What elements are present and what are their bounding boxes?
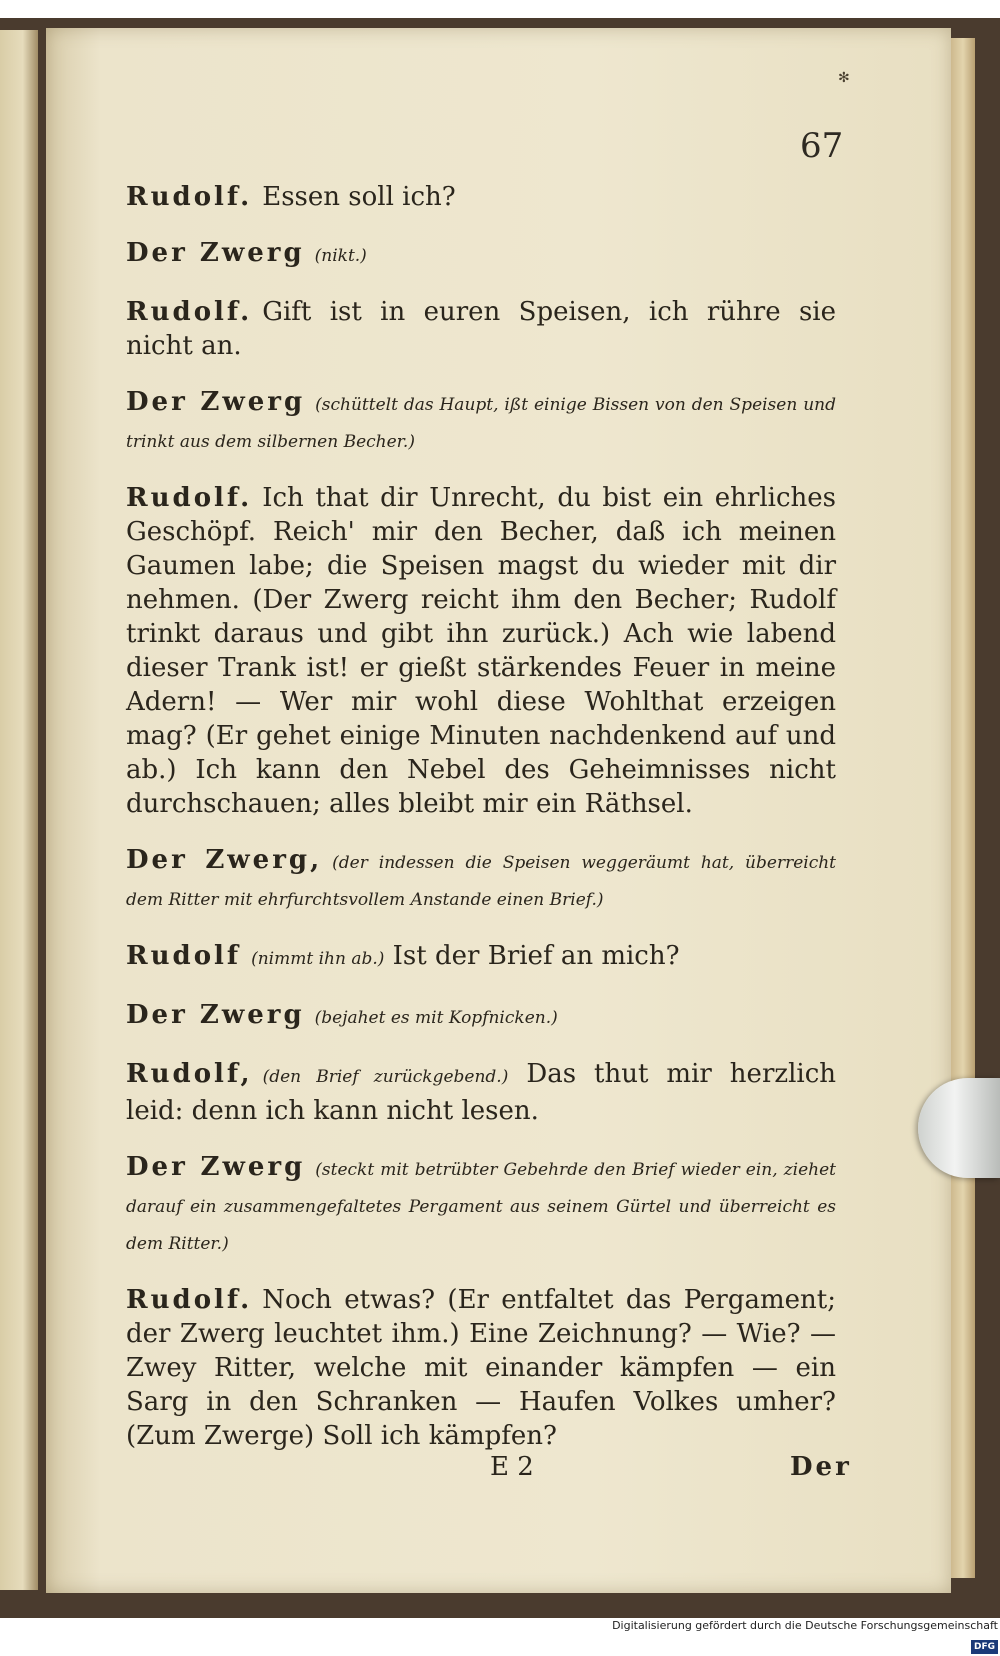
speaker-name: Der Zwerg [126, 1000, 305, 1030]
dialogue-text: Essen soll ich? [262, 182, 456, 212]
stage-direction: (nimmt ihn ab.) [251, 949, 385, 969]
speaker-name: Rudolf. [126, 297, 253, 327]
speaker-name: Der Zwerg [126, 387, 306, 417]
dialogue-paragraph [126, 295, 836, 363]
dialogue-paragraph [126, 939, 836, 976]
dialogue-paragraph [126, 1283, 836, 1453]
dialogue-paragraph [126, 1150, 836, 1261]
dialogue-text: Noch etwas? (Er entfaltet das Pergament; der Zwerg leuchtet ihm.) Eine Zeichnung? — Wie? — Zwey Ritter, welche mit einander kämpfen — ein Sarg in den Schranken — Haufen Volkes umher? (Zum Zwerge) Soll ich kämpfen? [126, 1285, 836, 1451]
dialogue-paragraph [126, 385, 836, 459]
credit-text: Digitalisierung gefördert durch die Deutsche Forschungsgemeinschaft [612, 1619, 998, 1632]
facing-page-edge [0, 30, 38, 1590]
dialogue-text: Ich that dir Unrecht, du bist ein ehrliches Geschöpf. Reich' mir den Becher, daß ich meinen Gaumen labe; die Speisen magst du wieder mit dir nehmen. (Der Zwerg reicht ihm den Becher; Rudolf trinkt daraus und gibt ihn zurück.) Ach wie labend dieser Trank ist! er gießt stärkendes Feuer in meine Adern! — Wer mir wohl diese Wohlthat erzeigen mag? (Er gehet einige Minuten nachdenkend auf und ab.) Ich kann den Nebel des Geheimnisses nicht durchschauen; alles bleibt mir ein Räthsel. [126, 483, 836, 819]
page-text [126, 180, 836, 1475]
dfg-logo-icon: DFG [971, 1640, 998, 1654]
book-fore-edge [951, 38, 975, 1578]
speaker-name: Der Zwerg [126, 238, 305, 268]
dialogue-paragraph [126, 236, 836, 273]
dialogue-text: Gift ist in euren Speisen, ich rühre sie nicht an. [126, 297, 836, 361]
dialogue-text: Das thut mir herzlich leid: denn ich kann nicht lesen. [126, 1059, 837, 1126]
dialogue-paragraph [126, 1057, 836, 1128]
speaker-name: Rudolf. [126, 182, 253, 212]
stage-direction: (steckt mit betrübter Gebehrde den Brief wieder ein, ziehet darauf ein zusammengefaltetes Pergament aus seinem Gürtel und überreicht es dem Ritter.) [126, 1160, 836, 1254]
stage-direction: (der indessen die Speisen weggeräumt hat, überreicht dem Ritter mit ehrfurchtsvollem Anstande einen Brief.) [126, 853, 837, 910]
stage-direction: (nikt.) [314, 246, 367, 266]
speaker-name: Rudolf. [126, 1285, 253, 1315]
speaker-name: Der Zwerg [126, 1152, 306, 1182]
speaker-name: Rudolf. [126, 483, 253, 513]
dialogue-paragraph [126, 481, 836, 821]
speaker-name: Der Zwerg, [126, 845, 323, 875]
stage-direction: (den Brief zurückgebend.) [262, 1067, 509, 1087]
stage-direction: (bejahet es mit Kopfnicken.) [314, 1008, 558, 1028]
catchword: Der [790, 1452, 852, 1482]
speaker-name: Rudolf, [126, 1059, 253, 1089]
dialogue-text: Ist der Brief an mich? [392, 941, 680, 971]
dialogue-paragraph [126, 843, 836, 917]
signature-mark: E 2 [490, 1452, 534, 1482]
dialogue-paragraph [126, 180, 836, 214]
ornament-icon: ✻ [838, 70, 850, 86]
stage-direction: (schüttelt das Haupt, ißt einige Bissen von den Speisen und trinkt aus dem silbernen Becher.) [126, 395, 836, 452]
digitization-credit [600, 1616, 998, 1652]
dialogue-paragraph [126, 998, 836, 1035]
speaker-name: Rudolf [126, 941, 242, 971]
page-number: 67 [800, 126, 844, 166]
